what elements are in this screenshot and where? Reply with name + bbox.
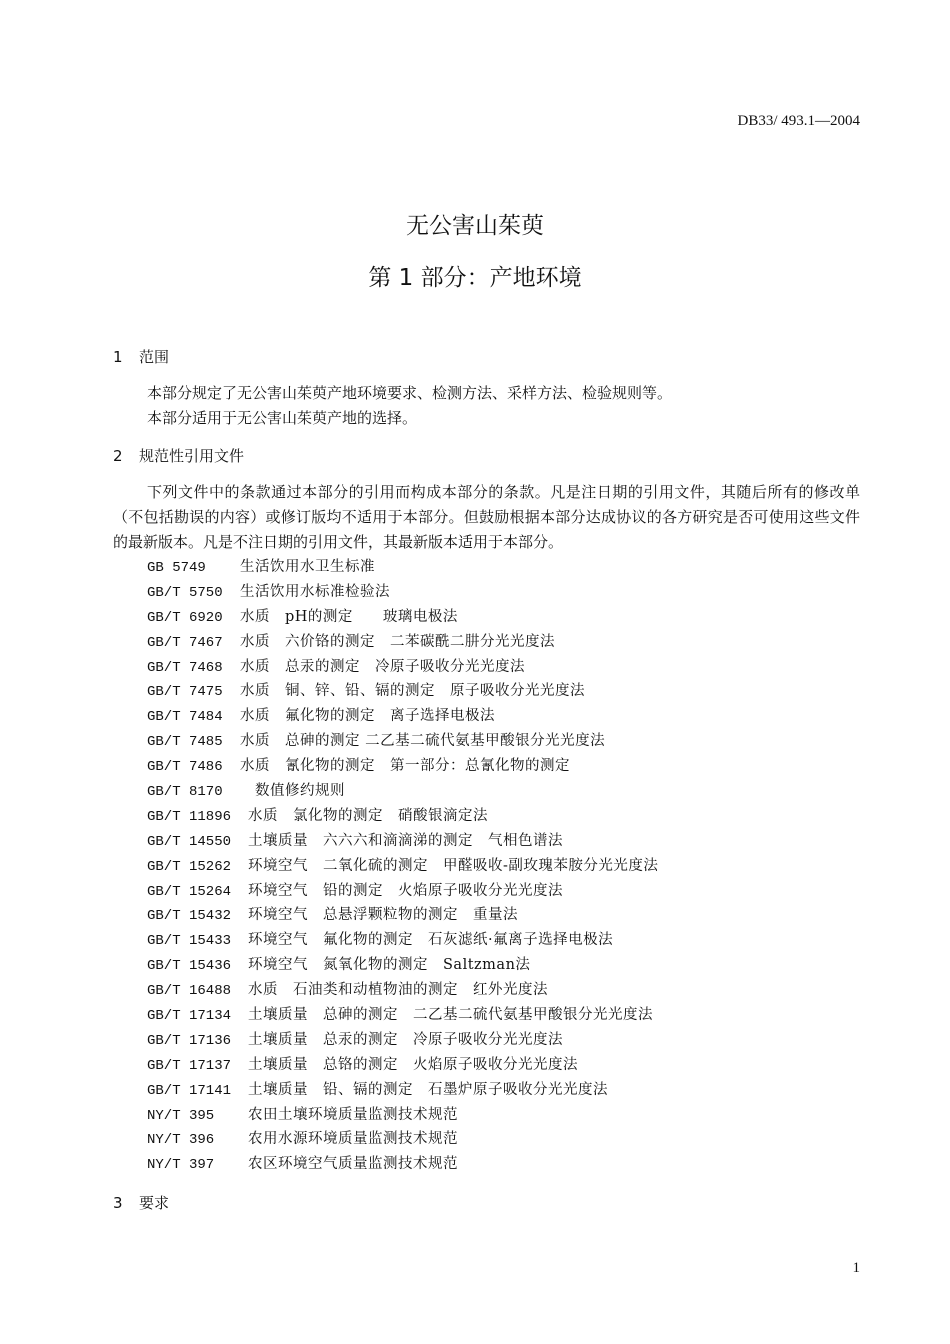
reference-item — [147, 829, 658, 854]
reference-title: 水质 氰化物的测定 第一部分：总氰化物的测定 — [240, 758, 570, 775]
reference-title: 土壤质量 总汞的测定 冷原子吸收分光光度法 — [248, 1031, 563, 1048]
section-2-intro — [113, 480, 860, 555]
reference-item — [147, 779, 658, 804]
reference-item — [147, 854, 658, 879]
reference-item — [147, 928, 658, 953]
reference-title: 土壤质量 总铬的测定 火焰原子吸收分光光度法 — [248, 1056, 578, 1073]
reference-title: 数值修约规则 — [240, 783, 345, 800]
reference-title: 土壤质量 铅、镉的测定 石墨炉原子吸收分光光度法 — [248, 1081, 608, 1098]
reference-title: 环境空气 二氧化硫的测定 甲醛吸收-副玫瑰苯胺分光光度法 — [248, 857, 659, 874]
reference-title: 水质 铜、锌、铅、镉的测定 原子吸收分光光度法 — [240, 683, 585, 700]
reference-item — [147, 1127, 658, 1152]
reference-title: 水质 六价铬的测定 二苯碳酰二肼分光光度法 — [240, 633, 555, 650]
reference-title: 农用水源环境质量监测技术规范 — [248, 1131, 458, 1148]
reference-code: GB/T 15432 — [147, 908, 232, 925]
reference-item — [147, 804, 658, 829]
reference-item — [147, 605, 658, 630]
reference-item — [147, 1152, 658, 1177]
section-1-body — [113, 381, 860, 431]
reference-item — [147, 754, 658, 779]
reference-title: 水质 氯化物的测定 硝酸银滴定法 — [248, 807, 488, 824]
reference-code: GB/T 17141 — [147, 1082, 232, 1099]
reference-code: GB/T 7468 — [147, 659, 223, 676]
section-title: 范围 — [139, 348, 170, 366]
reference-item — [147, 1078, 658, 1103]
reference-item — [147, 729, 658, 754]
reference-title: 土壤质量 总砷的测定 二乙基二硫代氨基甲酸银分光光度法 — [248, 1007, 653, 1024]
reference-item — [147, 1028, 658, 1053]
reference-item — [147, 1003, 658, 1028]
section-3-heading — [113, 1192, 169, 1213]
reference-code: GB/T 7475 — [147, 684, 223, 701]
reference-code: GB/T 7467 — [147, 634, 223, 651]
reference-code: GB/T 7484 — [147, 709, 223, 726]
reference-title: 生活饮用水卫生标准 — [240, 559, 375, 575]
reference-title: 环境空气 氮氧化物的测定 Saltzman法 — [248, 957, 531, 974]
reference-code: GB/T 7485 — [147, 734, 223, 751]
section-number: 3 — [113, 1194, 123, 1212]
reference-code: GB/T 16488 — [147, 983, 232, 1000]
reference-code: NY/T 395 — [147, 1107, 215, 1124]
reference-item — [147, 978, 658, 1003]
reference-item — [147, 704, 658, 729]
section-title: 要求 — [139, 1194, 170, 1212]
reference-title: 水质 pH的测定 玻璃电极法 — [240, 608, 458, 625]
paragraph: 本部分规定了无公害山茱萸产地环境要求、检测方法、采样方法、检验规则等。 — [147, 384, 673, 402]
reference-title: 环境空气 总悬浮颗粒物的测定 重量法 — [248, 907, 518, 924]
reference-item — [147, 953, 658, 978]
reference-code: GB/T 15264 — [147, 883, 232, 900]
reference-title: 水质 总汞的测定 冷原子吸收分光光度法 — [240, 658, 525, 675]
reference-title: 水质 石油类和动植物油的测定 红外光度法 — [248, 982, 548, 999]
reference-item — [147, 1103, 658, 1128]
reference-code: GB/T 11896 — [147, 808, 232, 825]
reference-title: 环境空气 铅的测定 火焰原子吸收分光光度法 — [248, 882, 563, 899]
document-number: DB33/ 493.1—2004 — [737, 113, 860, 129]
reference-title: 环境空气 氟化物的测定 石灰滤纸·氟离子选择电极法 — [248, 932, 614, 949]
reference-code: GB/T 14550 — [147, 833, 232, 850]
reference-item — [147, 879, 658, 904]
reference-title: 农田土壤环境质量监测技术规范 — [248, 1106, 458, 1123]
reference-title: 水质 总砷的测定 二乙基二硫代氨基甲酸银分光光度法 — [240, 733, 606, 750]
reference-code: GB/T 7486 — [147, 759, 223, 776]
reference-code: GB/T 8170 — [147, 784, 223, 801]
section-2-heading — [113, 445, 244, 466]
reference-item — [147, 903, 658, 928]
reference-title: 农区环境空气质量监测技术规范 — [248, 1156, 458, 1173]
reference-list — [147, 555, 658, 1177]
reference-item — [147, 580, 658, 605]
reference-code: GB/T 15433 — [147, 933, 232, 950]
reference-item — [147, 655, 658, 680]
reference-code: GB/T 5750 — [147, 584, 223, 601]
paragraph: 下列文件中的条款通过本部分的引用而构成本部分的条款。凡是注日期的引用文件，其随后所有的修改单（不包括勘误的内容）或修订版均不适用于本部分。但鼓励根据本部分达成协议的各方研究是否可使用这些文件的最新版本。凡是不注日期的引用文件，其最新版本适用于本部分。 — [113, 483, 860, 551]
reference-code: NY/T 396 — [147, 1132, 215, 1149]
reference-item — [147, 1053, 658, 1078]
reference-item — [147, 555, 658, 580]
page-number: 1 — [852, 1260, 860, 1276]
paragraph: 本部分适用于无公害山茱萸产地的选择。 — [147, 409, 418, 427]
section-1-heading — [113, 346, 169, 367]
reference-title: 水质 氟化物的测定 离子选择电极法 — [240, 708, 495, 725]
document-subtitle: 第 1 部分：产地环境 — [368, 265, 582, 291]
reference-code: GB/T 15436 — [147, 958, 232, 975]
reference-item — [147, 679, 658, 704]
reference-title: 土壤质量 六六六和滴滴涕的测定 气相色谱法 — [248, 832, 563, 849]
reference-code: GB/T 6920 — [147, 609, 223, 626]
reference-code: GB 5749 — [147, 560, 206, 576]
reference-code: GB/T 15262 — [147, 858, 232, 875]
document-title: 无公害山茱萸 — [406, 213, 544, 239]
reference-code: GB/T 17137 — [147, 1057, 232, 1074]
reference-code: GB/T 17134 — [147, 1008, 232, 1025]
reference-code: NY/T 397 — [147, 1157, 215, 1174]
reference-code: GB/T 17136 — [147, 1032, 232, 1049]
reference-item — [147, 630, 658, 655]
reference-title: 生活饮用水标准检验法 — [240, 583, 390, 600]
section-number: 1 — [113, 348, 123, 366]
section-number: 2 — [113, 447, 123, 465]
section-title: 规范性引用文件 — [139, 447, 245, 465]
